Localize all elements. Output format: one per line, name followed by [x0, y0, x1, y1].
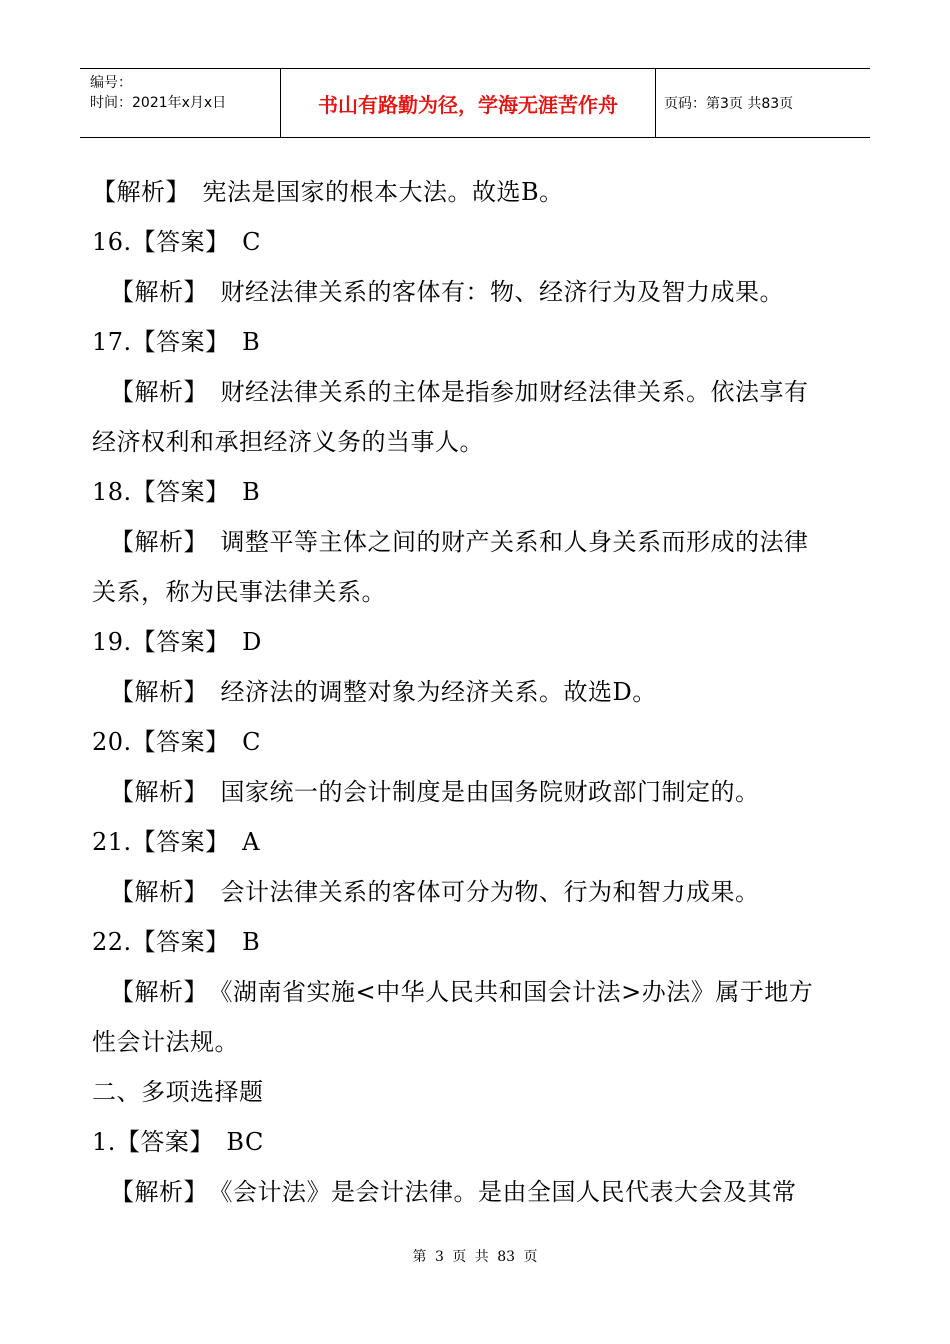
- answer-line: 19.【答案】 D: [92, 628, 262, 656]
- section-heading: 二、多项选择题: [92, 1078, 264, 1106]
- header-meta: [80, 69, 280, 137]
- page-header: [80, 68, 870, 138]
- text-line: 关系，称为民事法律关系。: [92, 578, 386, 606]
- answer-line: 20.【答案】 C: [92, 728, 262, 756]
- page-footer: 第 3 页 共 83 页: [412, 1249, 538, 1265]
- explanation-line: 【解析】 经济法的调整对象为经济关系。故选D。: [110, 678, 657, 706]
- explanation-line: 【解析】 财经法律关系的客体有：物、经济行为及智力成果。: [110, 278, 784, 306]
- text-line: 性会计法规。: [92, 1028, 239, 1056]
- answer-line: 18.【答案】 B: [92, 478, 261, 506]
- document-body: [92, 167, 862, 1217]
- text-line: 【解析】 宪法是国家的根本大法。故选B。: [92, 178, 564, 206]
- text-line: 经济权利和承担经济义务的当事人。: [92, 428, 484, 456]
- time-label: 时间：2021年x月x日: [90, 95, 227, 111]
- answer-line: 21.【答案】 A: [92, 828, 260, 856]
- explanation-line: 【解析】 《湖南省实施<中华人民共和国会计法>办法》属于地方: [110, 978, 814, 1006]
- explanation-line: 【解析】 国家统一的会计制度是由国务院财政部门制定的。: [110, 778, 760, 806]
- explanation-line: 【解析】 财经法律关系的主体是指参加财经法律关系。依法享有: [110, 378, 809, 406]
- answer-line: 17.【答案】 B: [92, 328, 261, 356]
- answer-line: 22.【答案】 B: [92, 928, 261, 956]
- explanation-line: 【解析】 调整平等主体之间的财产关系和人身关系而形成的法律: [110, 528, 809, 556]
- answer-line: 16.【答案】 C: [92, 228, 262, 256]
- serial-label: 编号：: [90, 75, 132, 91]
- answer-line: 1.【答案】 BC: [92, 1128, 264, 1156]
- header-page-info: 页码：第3页 共83页: [664, 96, 794, 112]
- header-motto: 书山有路勤为径，学海无涯苦作舟: [280, 69, 656, 137]
- explanation-line: 【解析】 会计法律关系的客体可分为物、行为和智力成果。: [110, 878, 760, 906]
- explanation-line: 【解析】 《会计法》是会计法律。是由全国人民代表大会及其常: [110, 1178, 797, 1206]
